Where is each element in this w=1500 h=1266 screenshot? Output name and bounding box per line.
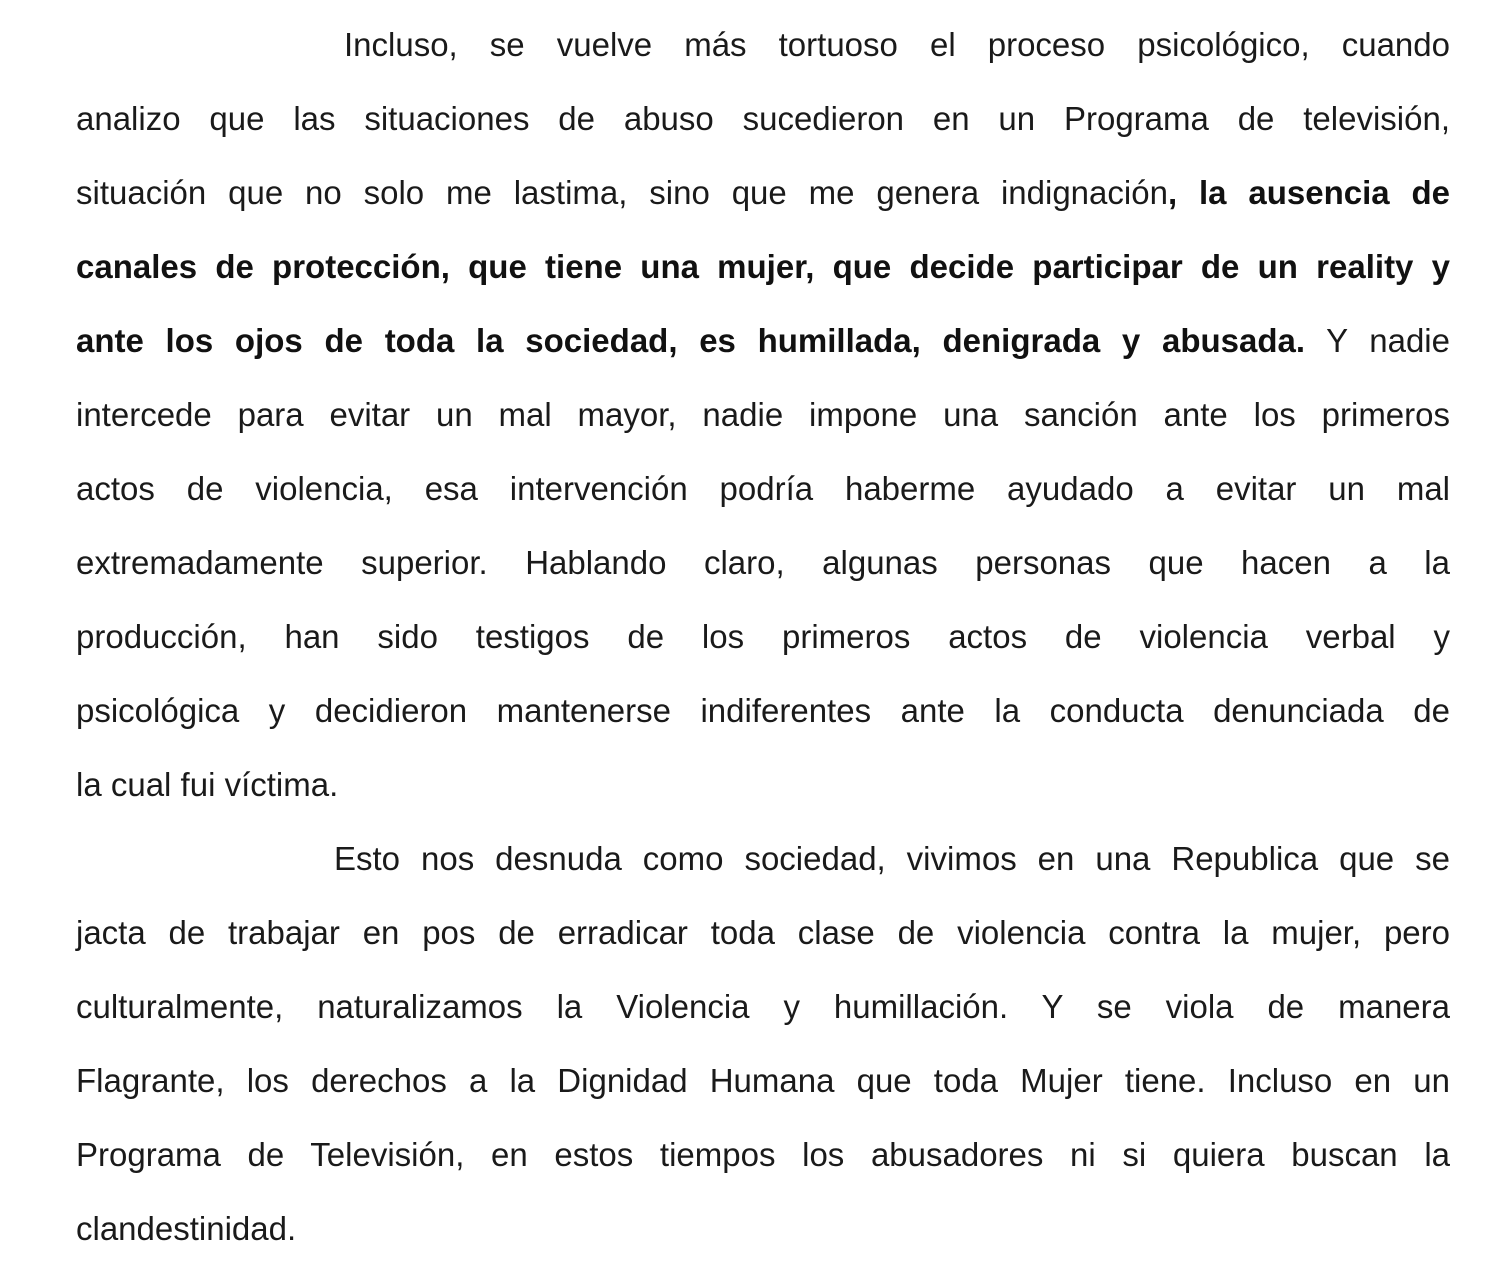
text-segment: producción, han sido testigos de los primeros actos de violencia verbal y: [76, 618, 1450, 655]
text-segment: intercede para evitar un mal mayor, nadie impone una sanción ante los primeros: [76, 396, 1450, 433]
text-line: [76, 1118, 1450, 1192]
text-segment: actos de violencia, esa intervención podría haberme ayudado a evitar un mal: [76, 470, 1450, 507]
text-line: [76, 304, 1450, 378]
text-line: [76, 378, 1450, 452]
text-line: [76, 1192, 1450, 1266]
text-line: [76, 156, 1450, 230]
text-line: [76, 822, 1450, 896]
bold-text: ante los ojos de toda la sociedad, es humillada, denigrada y abusada.: [76, 322, 1306, 359]
text-line: [76, 748, 1450, 822]
text-line: [76, 896, 1450, 970]
text-segment: Programa de Televisión, en estos tiempos los abusadores ni si quiera buscan la: [76, 1136, 1450, 1173]
text-line: [76, 230, 1450, 304]
document-page: [76, 8, 1450, 1266]
text-line: [76, 452, 1450, 526]
bold-text: , la ausencia de: [1167, 174, 1450, 211]
text-segment: analizo que las situaciones de abuso sucedieron en un Programa de televisión,: [76, 100, 1450, 137]
text-line: [76, 526, 1450, 600]
paragraph: [76, 822, 1450, 1266]
text-segment: clandestinidad.: [76, 1210, 297, 1247]
bold-text: canales de protección, que tiene una mujer, que decide participar de un reality y: [76, 248, 1450, 285]
text-line: [76, 674, 1450, 748]
text-line: [76, 970, 1450, 1044]
text-segment: Esto nos desnuda como sociedad, vivimos en una Republica que se: [334, 840, 1450, 877]
text-segment: culturalmente, naturalizamos la Violencia y humillación. Y se viola de manera: [76, 988, 1450, 1025]
text-line: [76, 82, 1450, 156]
text-segment: Flagrante, los derechos a la Dignidad Humana que toda Mujer tiene. Incluso en un: [76, 1062, 1450, 1099]
text-line: [76, 8, 1450, 82]
text-segment: Y nadie: [1305, 322, 1450, 359]
text-segment: situación que no solo me lastima, sino que me genera indignación: [76, 174, 1168, 211]
text-line: [76, 1044, 1450, 1118]
text-segment: jacta de trabajar en pos de erradicar toda clase de violencia contra la mujer, pero: [76, 914, 1450, 951]
paragraph: [76, 8, 1450, 822]
text-segment: psicológica y decidieron mantenerse indiferentes ante la conducta denunciada de: [76, 692, 1450, 729]
text-segment: la cual fui víctima.: [76, 766, 339, 803]
text-segment: Incluso, se vuelve más tortuoso el proceso psicológico, cuando: [344, 26, 1450, 63]
text-line: [76, 600, 1450, 674]
text-segment: extremadamente superior. Hablando claro, algunas personas que hacen a la: [76, 544, 1450, 581]
document-body: [76, 8, 1450, 1266]
